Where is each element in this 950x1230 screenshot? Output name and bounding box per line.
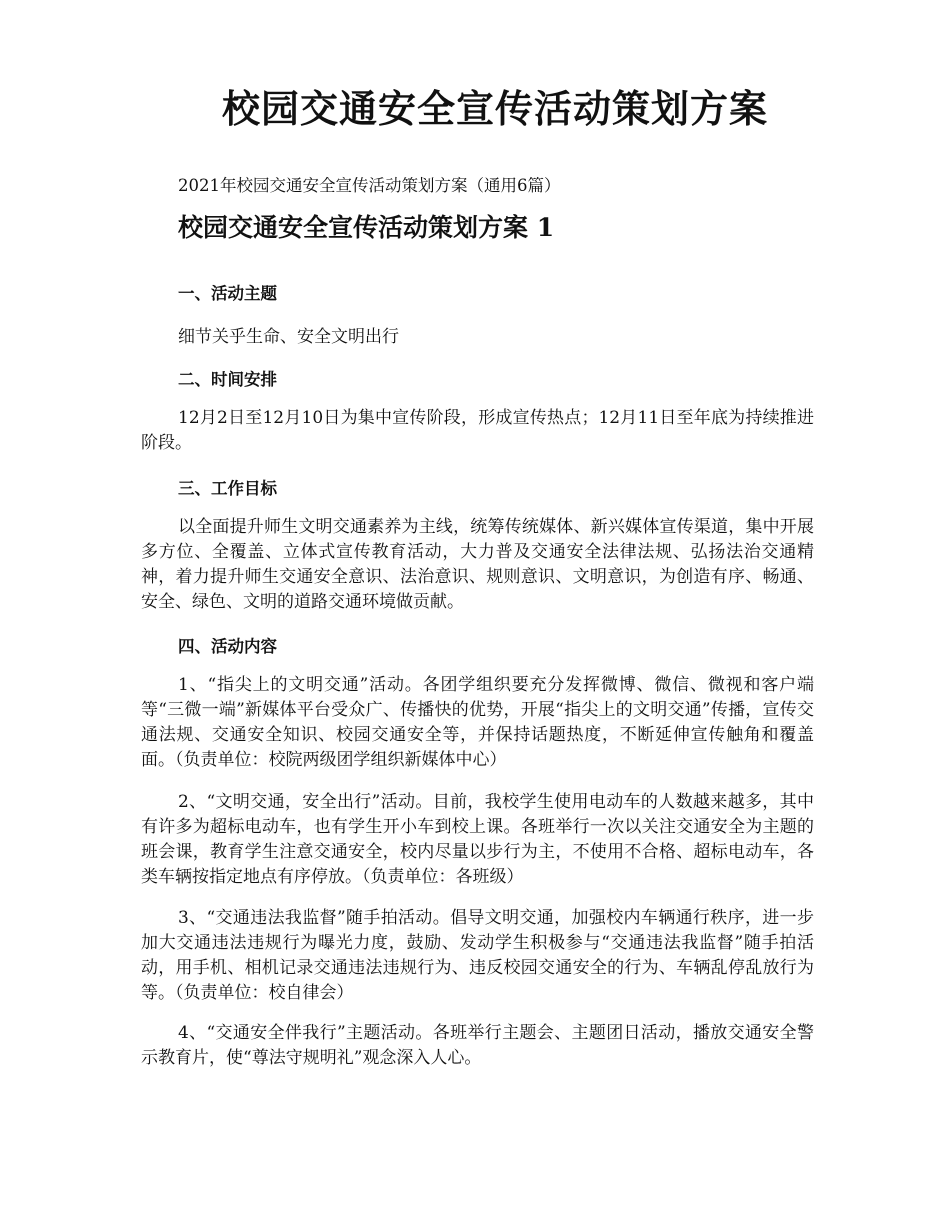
goals-paragraph: 以全面提升师生文明交通素养为主线，统筹传统媒体、新兴媒体宣传渠道，集中开展多方位、全覆盖、立体式宣传教育活动，大力普及交通安全法律法规、弘扬法治交通精神，着力提升师生交通安全意识、法治意识、规则意识、文明意识，为创造有序、畅通、安全、绿色、文明的道路交通环境做贡献。	[141, 517, 814, 612]
section-title: 校园交通安全宣传活动策划方案 1	[178, 213, 555, 242]
heading-theme: 一、活动主题	[178, 284, 277, 303]
document-title: 校园交通安全宣传活动策划方案	[221, 86, 768, 131]
content-item-1: 1、“指尖上的文明交通”活动。各团学组织要充分发挥微博、微信、微视和客户端等“三微一端”新媒体平台受众广、传播快的优势，开展“指尖上的文明交通”传播，宣传交通法规、交通安全知识、校园交通安全等，并保持话题热度，不断延伸宣传触角和覆盖面。（负责单位：校院两级团学组织新媒体中心）	[141, 675, 814, 770]
schedule-paragraph: 12月2日至12月10日为集中宣传阶段，形成宣传热点；12月11日至年底为持续推进阶段。	[141, 408, 814, 453]
content-item-4: 4、“交通安全伴我行”主题活动。各班举行主题会、主题团日活动，播放交通安全警示教育片，使“尊法守规明礼”观念深入人心。	[141, 1023, 814, 1068]
heading-goals: 三、工作目标	[178, 479, 277, 498]
content-item-2: 2、“文明交通，安全出行”活动。目前，我校学生使用电动车的人数越来越多，其中有许多为超标电动车，也有学生开小车到校上课。各班举行一次以关注交通安全为主题的班会课，教育学生注意交通安全，校内尽量以步行为主，不使用不合格、超标电动车，各类车辆按指定地点有序停放。（负责单位：各班级）	[141, 792, 814, 887]
heading-schedule: 二、时间安排	[178, 370, 277, 389]
theme-text: 细节关乎生命、安全文明出行	[178, 327, 399, 347]
heading-content: 四、活动内容	[178, 637, 277, 656]
document-subtitle: 2021年校园交通安全宣传活动策划方案（通用6篇）	[178, 176, 561, 195]
content-item-3: 3、“交通违法我监督”随手拍活动。倡导文明交通，加强校内车辆通行秩序，进一步加大交通违法违规行为曝光力度，鼓励、发动学生积极参与“交通违法我监督”随手拍活动，用手机、相机记录交通违法违规行为、违反校园交通安全的行为、车辆乱停乱放行为等。（负责单位：校自律会）	[141, 908, 814, 1003]
